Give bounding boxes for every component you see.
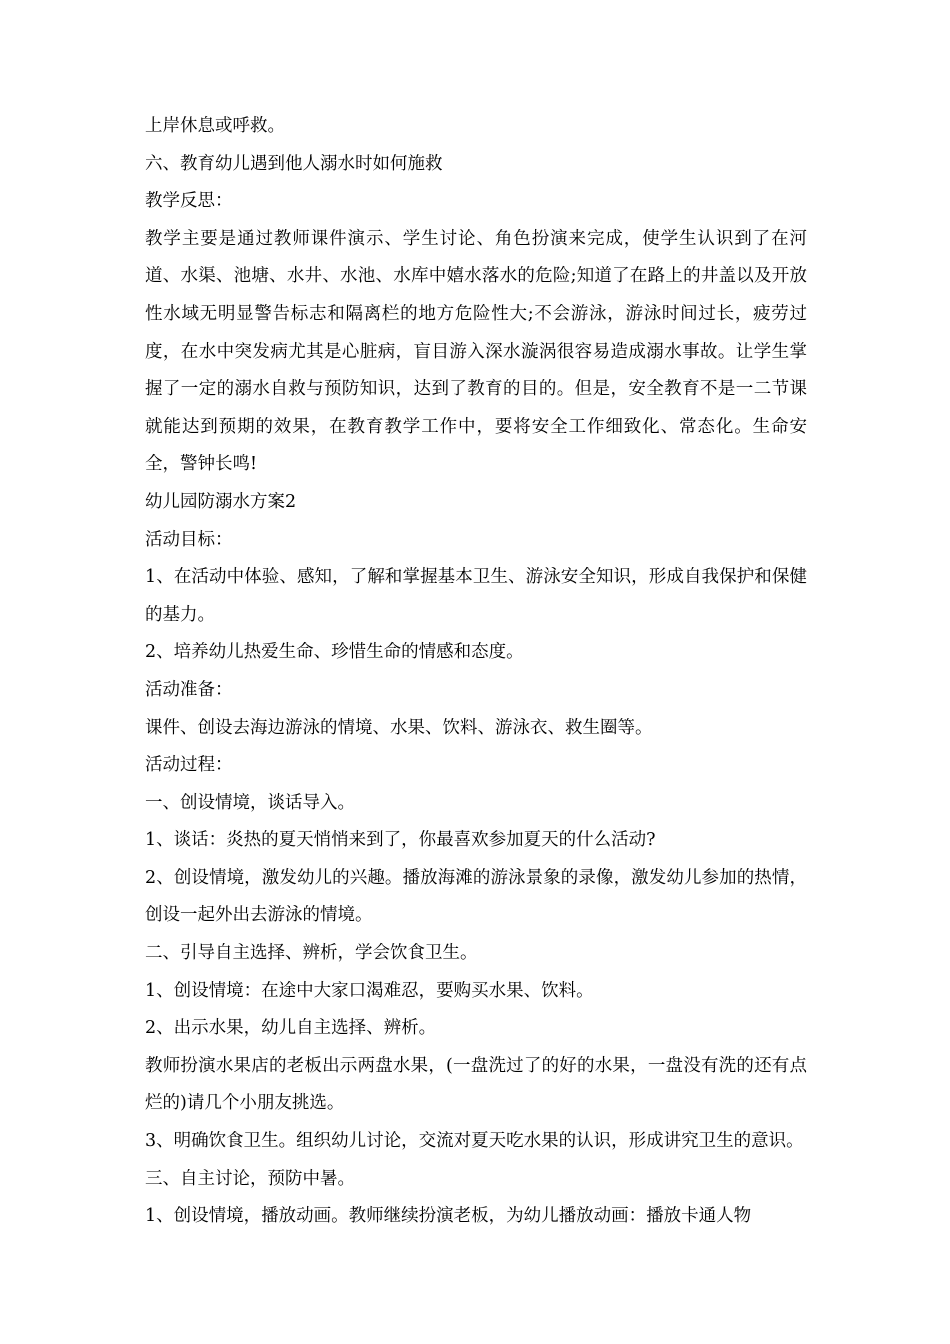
process-step-1-2: 2、创设情境，激发幼儿的兴趣。播放海滩的游泳景象的录像，激发幼儿参加的热情，创设一起外出去游泳的情境。 xyxy=(145,867,807,926)
process-step-2-2-detail: 教师扮演水果店的老板出示两盘水果，(一盘洗过了的好的水果，一盘没有洗的还有点烂的)请几个小朋友挑选。 xyxy=(145,1055,807,1114)
heading-teaching-reflection: 教学反思： xyxy=(145,191,233,212)
heading-rescue-others: 六、教育幼儿遇到他人溺水时如何施救 xyxy=(145,153,443,174)
heading-activity-process: 活动过程： xyxy=(145,755,233,776)
heading-activity-preparation: 活动准备： xyxy=(145,679,233,700)
document-body xyxy=(145,108,807,1236)
process-step-2-1: 1、创设情境：在途中大家口渴难忍，要购买水果、饮料。 xyxy=(145,980,594,1001)
process-step-1-1: 1、谈话：炎热的夏天悄悄来到了，你最喜欢参加夏天的什么活动? xyxy=(145,830,656,851)
process-step-2-3: 3、明确饮食卫生。组织幼儿讨论，交流对夏天吃水果的认识，形成讲究卫生的意识。 xyxy=(145,1131,804,1152)
goal-item-2: 2、培养幼儿热爱生命、珍惜生命的情感和态度。 xyxy=(145,642,524,663)
process-step-2-2: 2、出示水果，幼儿自主选择、辨析。 xyxy=(145,1018,437,1039)
process-step-3-1: 1、创设情境，播放动画。教师继续扮演老板，为幼儿播放动画：播放卡通人物 xyxy=(145,1206,752,1227)
paragraph-reflection-body: 教学主要是通过教师课件演示、学生讨论、角色扮演来完成，使学生认识到了在河道、水渠、池塘、水井、水池、水库中嬉水落水的危险;知道了在路上的井盖以及开放性水域无明显警告标志和隔离栏的地方危险性大;不会游泳，游泳时间过长，疲劳过度，在水中突发病尤其是心脏病，盲目游入深水漩涡很容易造成溺水事故。让学生掌握了一定的溺水自救与预防知识，达到了教育的目的。但是，安全教育不是一二节课就能达到预期的效果，在教育教学工作中，要将安全工作细致化、常态化。生命安全，警钟长鸣! xyxy=(145,228,807,475)
paragraph-rest-ashore: 上岸休息或呼救。 xyxy=(145,116,285,136)
section-heading-1: 一、创设情境，谈话导入。 xyxy=(145,792,355,813)
heading-plan-2: 幼儿园防溺水方案2 xyxy=(145,491,297,512)
section-heading-3: 三、自主讨论，预防中暑。 xyxy=(145,1168,355,1189)
preparation-list: 课件、创设去海边游泳的情境、水果、饮料、游泳衣、救生圈等。 xyxy=(145,717,653,738)
heading-activity-goals: 活动目标： xyxy=(145,529,233,550)
goal-item-1: 1、在活动中体验、感知，了解和掌握基本卫生、游泳安全知识，形成自我保护和保健的基力。 xyxy=(145,567,807,625)
section-heading-2: 二、引导自主选择、辨析，学会饮食卫生。 xyxy=(145,943,478,964)
